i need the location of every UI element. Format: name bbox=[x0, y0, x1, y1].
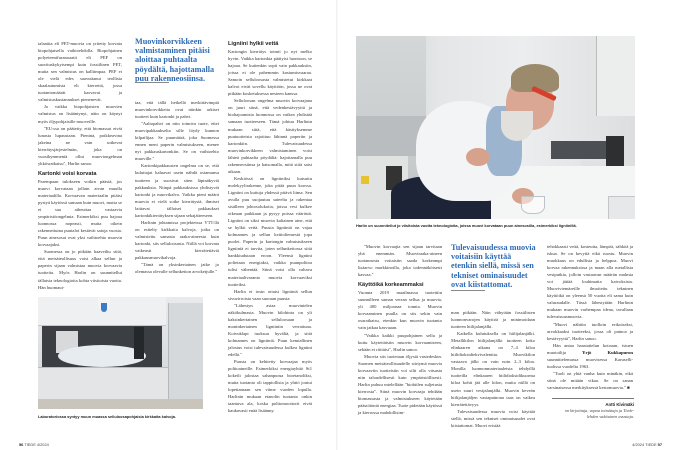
lab-equipment-photo bbox=[38, 297, 203, 409]
author-name: Antti Kivimäki bbox=[605, 402, 634, 407]
left-photo-caption: Laboratoriossa syntyy muun muassa selluloosapohjaisia kirkkaita kalvoja. bbox=[38, 414, 176, 419]
right-column-3 bbox=[547, 243, 633, 391]
body-paragraph: "Vaikka kaikki puupohjainen sellu ja kuitu käytettäisiin muovin korvaamiseen, sekään ei riittäisi", Harlin sanoo. bbox=[358, 332, 442, 352]
left-column-3 bbox=[228, 37, 312, 414]
left-column-1 bbox=[38, 40, 122, 291]
body-paragraph: "Muovin korvaajia sen sijaan tarvitaan yhä enemmän. Muoviraaka-aineen tuotannosta voitaisiin saada korkeampi lisäarvo markkinoilla, joka todennäköisesti kasvaa." bbox=[358, 244, 442, 278]
body-paragraph: "Lähestyn asiaa muovinielen näkökulmasta. Muovin kilohinta on yli kaksinkertainen selluloosaan ja moninkertainen ligniiniin verrattuna. Koivuklapi tuoksuu hyvältä, ja siitä kolmannes on ligniiniä. Puun kemiallinen jalostus voisi tulevaisuudessa kulkea ligniini edellä." bbox=[228, 302, 312, 358]
page-gutter bbox=[336, 0, 338, 450]
body-paragraph: Parempaan tulokseen voikin päästä, jos muovi korvataan jollain aivan muulla materiaalilla. Korvaavan materiaalin pitäisi pystyä käytössä samaan kuin muovi, mutta se ei saa aiheuttaa vastaavia ympäristöongelmia. Esimerkiksi puu hajoaa luonnossa nopeasti, mutta oikein rakennettuina puutalot kestävät satoja vuosia. Puun ainesosat ovat yksi vaihtoehto muovin korvaajaksi. bbox=[38, 178, 122, 248]
right-pull-quote: Tulevaisuudessa muovia voitaisiin käyttää etenkin siellä, missä sen tekniset ominaisuudet ovat kiistattomat. bbox=[451, 243, 536, 289]
left-column-2 bbox=[135, 99, 219, 275]
author-description: on kirjoittaja, vapaa toimittaja ja Tiede-lehden vakituinen avustaja. bbox=[564, 408, 634, 419]
pull-quote-rule bbox=[135, 82, 169, 83]
person-name: Yrjö Kukkapuron bbox=[582, 349, 633, 355]
page-number: 57 bbox=[657, 442, 662, 447]
body-paragraph: Kartongin kierrätys toimii jo nyt melko hyvin. Vaikka kartonkia päätyisi luontoon, se hajoaa. Se kuitenkin sopii vain pakkauksiin, joissa ei ole pahemmin kastumisvaaraa. Samoin selluloosasta valmistetut kirkkaat kalvot eivät sovellu käyttöön, jossa ne ovat pitkään kosketuksessa nesteen kanssa. bbox=[228, 49, 312, 97]
author-byline bbox=[554, 402, 634, 420]
body-paragraph: "Aaltopahvi on niin toimiva tuote, ettei muovipakkaukselta sille löydy kunnon kilpailijaa. Se puumäärä, joka Suomessa ennen meni paperin valmistukseen, menee nyt pakkauskartonkiin. Se on vaihtoehto muoville." bbox=[135, 121, 219, 162]
body-paragraph: Selluloosan ongelma muovin korvaajana on juuri siinä, että vedenkestävyyttä ja biohajoamista luonnossa on vaikea yhdistää samaan tuotteeseen. Tämä johtuu Harlinin mukaan siitä, että käsityksemme puutuotteista rajoittuu lähinnä paperiin ja kartonkiin. Tulevaisuudessa muovinkorvikkeen valmistaminen voisi lähteä puhtaalta pöydältä: hajottamalla puu rakenneosiinsa ja katsomalla, mitä siitä saisi aikaan. bbox=[228, 98, 312, 174]
paragraph-text: suunnittelemassa muovisessa Karuselli-tuolissa vuodelta 1963. bbox=[547, 356, 633, 369]
page-number: 56 bbox=[19, 442, 24, 447]
right-photo-caption: Harlin on suunnitellut jo viisitoista vuotta teknologioita, joissa muovi korvataan puun ainesosilla, esimerkiksi ligniinillä. bbox=[356, 223, 577, 228]
body-paragraph: Harlin ei tosin ottaisi ligniiniä sellun sivuvirroista vaan suoraan puusta. bbox=[228, 288, 312, 301]
right-column-1 bbox=[358, 243, 442, 416]
right-folio bbox=[632, 442, 662, 447]
body-paragraph: Vuonna 2019 maailmassa tuotettiin suunnilleen saman verran sellua ja muovia, yli 400 miljoonaa tonnia. Muovin korvaaminen puulla on siis sekin vain osaratkaisu, etenkin kun muovin tuotanto vain jatkaa kasvuaan. bbox=[358, 290, 442, 331]
body-paragraph: taa, että tällä hetkellä merkittävimpiä muovinkorvikkeita ovat niinkin arkiset tuotteet kuin kartonki ja pahvi. bbox=[135, 100, 219, 120]
pull-quote-rule bbox=[451, 290, 485, 291]
section-heading: Kartonki voisi korvata bbox=[38, 170, 97, 177]
body-paragraph: Puusta on kehitetty korvaajaa myös polttoaineille. Esimerkiksi energiayhtiö St1 kokeili jalostaa sahanpurua bioetanoliksi, mutta tuotanto oli tappiollista ja yhtiö joutui lopettamaan sen viime vuoden lopulla. Harlinin mukaan etanolin tuotanto onkin taantuva ala, koska polttomoottorit eivät kaukavasti enää lisäänny. bbox=[228, 359, 312, 414]
body-paragraph: Ja vaikka biopohjaisten muovien valmistus on lisääntynyt, näin on käynyt myös öljypohjaisille muoveille. bbox=[38, 104, 122, 124]
body-paragraph: "Tuoli on yhtä vanha kuin minäkin, eikä siinä ole mitään vikaa. Se on sanan varsinaisessa merkityksessä kestomuovia." ■ bbox=[547, 370, 633, 390]
byline-rule bbox=[552, 398, 634, 399]
magazine-issue: 4/2024 TIEDE bbox=[632, 442, 657, 447]
body-paragraph: talaattia eli PET-muovia on yritetty korvata biopohjaisella vaihtoehdolla. Biopohjainen polyeteenifuranoaatti eli PEF on suorituskykyisempi kuin fossiilinen PET, mutta sen valmistus on kalliimpaa. PEF ei ole vielä edes saavuttanut teollista skaalautumista eli kierrettä, jossa tuotantomäärät kasvavat ja valmistuskustannukset pienenevät. bbox=[38, 41, 122, 103]
body-paragraph: Tulevaisuudessa muovia voisi käyttää siellä, missä sen tekniset ominaisuudet ovat kiistattomat. Muovi eristää bbox=[451, 408, 535, 428]
body-paragraph: man pitkään. Näin vähytään fossiilisten luonnonvarojen käyttöä ja minimoidaan tuotteen hiilijalanjälki. bbox=[451, 310, 535, 330]
body-paragraph: tehokkaasti vettä, kosteutta, lämpöä, sähköä ja iskua. Se on kevyttä eikä ruostu. Muovin muokkaus on edullista ja helppoa. Muovi korvaa rakennuksissa ja maan alla metallisia vesiputkia, jolloin vastaavan määrän malmia voi jättää louhimatta kaivoksista. Muoviviemäreille ilmoitettu tekninen käyttöikä on yleensä 50 vuotta eli sama kuin valuraudalle. Tässä lähestytään Harlinin mukaan muovin varhempaa ideaa, tavallaan tulevaisuusmuovia. bbox=[547, 244, 633, 320]
left-folio bbox=[19, 442, 49, 447]
body-paragraph: "Tämä on yksinkertainen jatke jo olemassa olevalle sellunkeiton arvoketjulle." bbox=[135, 262, 219, 275]
body-paragraph: Kaikella kulutuksella on hiilijalanjälki. Metallikilon hiilijalanjälki tuotteen koko elinkaaren aikana on 7–4 kiloa hiilidioksidiekvivalenttia. Muovikilon vastaava jälki on vain noin 2–3 kiloa. Monilla luonnonmateriaaleista tehdyillä tuotteilla elinkaaren hiilidioksidikuorma kiloa kohti jää alle kilon, mutta niillä on usein suuri vesijalanjälki. Muovin keveän hiilijalanjäljen vastapainona taas on vaikea kierrätettävyys. bbox=[451, 331, 535, 407]
body-paragraph: Muovia siis tuotetaan öljystä vastedeskin. Suomen metsäteollisuudelle siirtymä muovia korvaaviin tuotteisiin voi silti olla viisasta niin taloudellisesti kuin ympäristöllisesti. Harlin puhuu mielellään "biobiilen suljetusta kierrosta". Siinä muovin korvaaja tehdään biomassasta ja valmistukseen käytetään päästötöntä energiaa. Tuote pidetään käytössä ja kierrossa mahdollisim- bbox=[358, 353, 442, 416]
researcher-lab-photo bbox=[356, 36, 635, 219]
section-heading: Ligniini hylkii vettä bbox=[228, 41, 279, 47]
body-paragraph bbox=[547, 342, 633, 370]
magazine-issue: TIEDE 4/2024 bbox=[24, 442, 49, 447]
body-paragraph: Suomessa on jo pitkään haaveiltu siitä, että metsäteollisuus voisi alkaa sellun ja paperin sijaan valmistaa muovia korvaavia tuotteita. Myös Harlin on suunnitellut tällaisia teknologioita kohta viisitoista vuotta. Hän huomaut- bbox=[38, 249, 122, 290]
section-heading: Käyttöikä korkeammaksi bbox=[358, 282, 424, 289]
body-paragraph: "EU:ssa on päätetty, että biomassat eivät lunasta lupaustaan. Pieninä, poikkeavina jakeina ne vain sotkevat kierrätysjärjestelmän, joka on vuosikymmeniä ollut muoviongelman ykkösratkaisu", Harlin sanoo. bbox=[38, 125, 122, 166]
left-pull-quote: Muovinkorvikkeen valmistaminen pitäisi aloittaa puhtaalta pöydältä, hajottamalla puu rakenneosiinsa. bbox=[135, 37, 215, 83]
body-paragraph: Keskiössä on ligniiniksi kutsuttu molekyylirakenne, joka pitää puun koossa. Ligniini on kuituja yhdessä pitävä liima. Sen avulla puu suojautuu sateelta ja rakentaa sisälleen johtosolukoita, joissa vesi kulkee oikeaan paikkaan ja pysyy poissa väärästä. Ligniini on siksi muovin kaltainen aine, että se hylkii vettä. Puusta ligniiniä on vajaa kolmannes ja sellun keittoliemestä jopa puolet. Paperin ja kartongin valmistukseen ligniiniä ei tarvita, joten sellunkeitossa siitä hankkiudutaan eroon. Yleensä ligniini poltetaan energiaksi, vaikka puunpolttoa tulisi vähentää. Siinä voisi olla valtava materiaalivaranto muovia korvaaviksi tuotteiksi. bbox=[228, 175, 312, 287]
body-paragraph: Harlinin johtamissa projekteissa VTT:llä on esitelty kirkkaita kalvoja, jotka on valmistettu samasta raaka-aineesta kuin kartonki, siis selluloosasta. Niillä voi korvata vaikeasti kierrätettäviä pakkausmuovikalvoja. bbox=[135, 219, 219, 261]
paragraph-text: Hän antaa haastattelun kotoaan, istuen muotoilija bbox=[547, 342, 633, 355]
right-column-2 bbox=[451, 309, 535, 429]
body-paragraph: Kartonkipakkausten ongelma on se, että kuluttajat haluavat usein nähdä ostamansa tuotteen ja suosivat siten läpinäkyviä pakkauksia. Niinpä pakkauksissa yhdistyvät kartonki ja muovikalvo. Vaikka pieni määrä muovia ei vielä sotke kierrätystä, ihmiset laittavat tällaiset pakkaukset kartonkikierrätyksen sijaan sekajätteeseen. bbox=[135, 163, 219, 218]
body-paragraph: "Muovi nähtiin tuolloin erikoiseksi, arvokkaaksi tuotteeksi, jossa oli painoa ja kestävyyttä", Harlin sanoo. bbox=[547, 321, 633, 341]
